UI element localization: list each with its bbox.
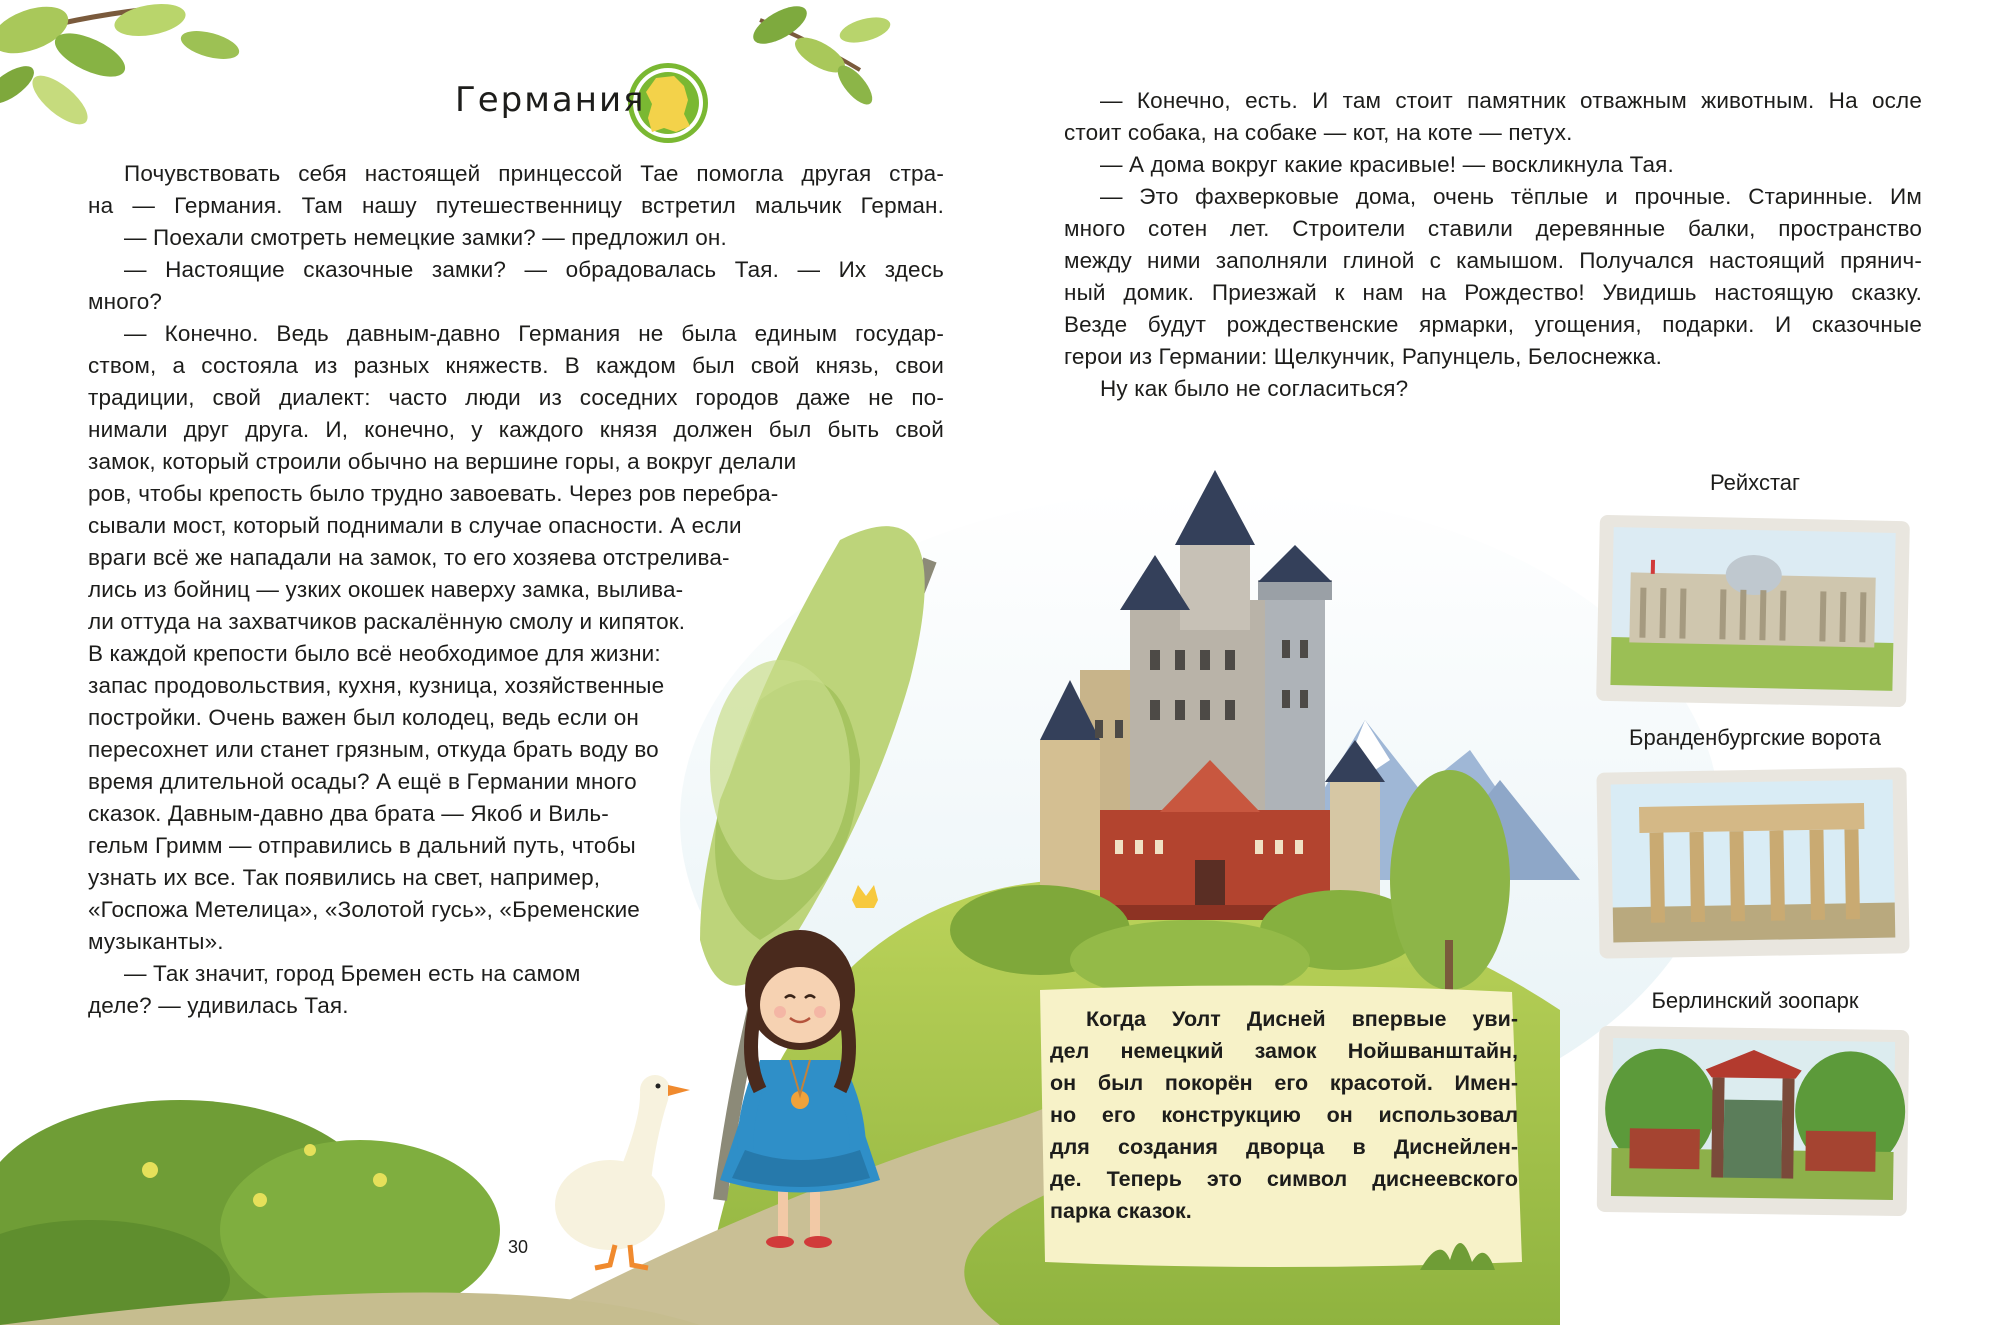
text-line: враги всё же нападали на замок, то его хозяева отстрелива- bbox=[88, 545, 730, 570]
text-line: — Это фахверковые дома, очень тёплые и прочные. Старинные. Им bbox=[1100, 184, 1922, 209]
text-line: между ними заполняли глиной с камышом. Получался настоящий прянич- bbox=[1064, 248, 1922, 273]
text-line: постройки. Очень важен был колодец, ведь если он bbox=[88, 705, 640, 730]
reichstag-photo-icon bbox=[1596, 515, 1910, 707]
text-line: нимали друг друга. И, конечно, у каждого князя должен был быть свой bbox=[88, 417, 944, 442]
berlin-zoo-photo-icon bbox=[1597, 1026, 1910, 1216]
fact-box-line: он был покорён его красотой. Имен- bbox=[1050, 1071, 1518, 1095]
fact-box-line: Когда Уолт Дисней впервые уви- bbox=[1086, 1007, 1518, 1031]
text-line: на — Германия. Там нашу путешественницу встретил мальчик Герман. bbox=[88, 193, 944, 218]
text-line: герои из Германии: Щелкунчик, Рапунцель, Белоснежка. bbox=[1064, 344, 1663, 369]
caption-berlin-zoo: Берлинский зоопарк bbox=[1651, 988, 1859, 1013]
text-line: замок, который строили обычно на вершине горы, а вокруг делали bbox=[88, 449, 797, 474]
top-left-leaves-icon bbox=[0, 0, 242, 133]
text-line: ров, чтобы крепость было трудно завоевать. Через ров перебра- bbox=[88, 481, 779, 506]
text-line: ли оттуда на захватчиков раскалённую смолу и кипяток. bbox=[88, 609, 686, 634]
text-line: запас продовольствия, кухня, кузница, хозяйственные bbox=[88, 673, 665, 698]
text-line: традиции, свой диалект: часто люди из соседних городов даже не по- bbox=[88, 385, 944, 410]
left-text-column bbox=[88, 158, 944, 1022]
text-line: деле? — удивилась Тая. bbox=[88, 993, 349, 1018]
text-line: В каждой крепости было всё необходимое для жизни: bbox=[88, 641, 661, 666]
text-line: Почувствовать себя настоящей принцессой Тае помогла другая стра- bbox=[124, 161, 944, 186]
page-title: Германия bbox=[455, 80, 646, 120]
caption-reichstag: Рейхстаг bbox=[1709, 470, 1801, 495]
text-line: ством, а состояла из разных княжеств. В каждом был свой князь, свои bbox=[88, 353, 944, 378]
text-line: узнать их все. Так появились на свет, например, bbox=[88, 865, 601, 890]
text-line: музыканты». bbox=[88, 929, 224, 954]
text-line: — Так значит, город Бремен есть на самом bbox=[124, 961, 581, 986]
text-line: гельм Гримм — отправились в дальний путь, чтобы bbox=[88, 833, 636, 858]
text-line: сывали мост, который поднимали в случае опасности. А если bbox=[88, 513, 742, 538]
text-line: ный домик. Приезжай к нам на Рождество! Увидишь настоящую сказку. bbox=[1064, 280, 1922, 305]
text-line: время длительной осады? А ещё в Германии много bbox=[88, 769, 637, 794]
caption-brandenburg-gate: Бранденбургские ворота bbox=[1629, 725, 1881, 750]
fact-box-line: де. Теперь это символ диснеевского bbox=[1050, 1167, 1518, 1191]
right-text-column bbox=[1064, 85, 1922, 405]
text-line: Везде будут рождественские ярмарки, угощения, подарки. И сказочные bbox=[1064, 312, 1922, 337]
fact-box bbox=[1050, 1003, 1518, 1227]
goose-icon bbox=[555, 1075, 690, 1268]
fact-box-line: для создания дворца в Диснейлен- bbox=[1050, 1135, 1518, 1159]
text-line: пересохнет или станет грязным, откуда брать воду во bbox=[88, 737, 659, 762]
text-line: — Настоящие сказочные замки? — обрадовалась Тая. — Их здесь bbox=[124, 257, 944, 282]
text-line: стоит собака, на собаке — кот, на коте — петух. bbox=[1064, 120, 1573, 145]
text-line: «Госпожа Метелица», «Золотой гусь», «Бременские bbox=[88, 897, 640, 922]
text-line: Ну как было не согласиться? bbox=[1100, 376, 1409, 401]
text-line: — Конечно, есть. И там стоит памятник отважным животным. На осле bbox=[1100, 88, 1922, 113]
page-number: 30 bbox=[508, 1237, 529, 1257]
fact-box-line: но его конструкцию он использовал bbox=[1050, 1103, 1518, 1127]
text-line: много сотен лет. Строители ставили деревянные балки, пространство bbox=[1064, 216, 1922, 241]
brandenburg-gate-photo-icon bbox=[1596, 767, 1909, 958]
text-line: лись из бойниц — узких окошек наверху замка, вылива- bbox=[88, 577, 684, 602]
fact-box-line: парка сказок. bbox=[1050, 1199, 1192, 1223]
text-line: — Конечно. Ведь давным-давно Германия не была единым государ- bbox=[124, 321, 944, 346]
text-line: — А дома вокруг какие красивые! — воскликнула Тая. bbox=[1100, 152, 1674, 177]
text-line: — Поехали смотреть немецкие замки? — предложил он. bbox=[124, 225, 727, 250]
top-center-leaves-icon bbox=[748, 0, 893, 110]
text-line: много? bbox=[88, 289, 163, 314]
text-line: сказок. Давным-давно два брата — Якоб и Виль- bbox=[88, 801, 609, 826]
fact-box-line: дел немецкий замок Нойшванштайн, bbox=[1050, 1039, 1518, 1063]
